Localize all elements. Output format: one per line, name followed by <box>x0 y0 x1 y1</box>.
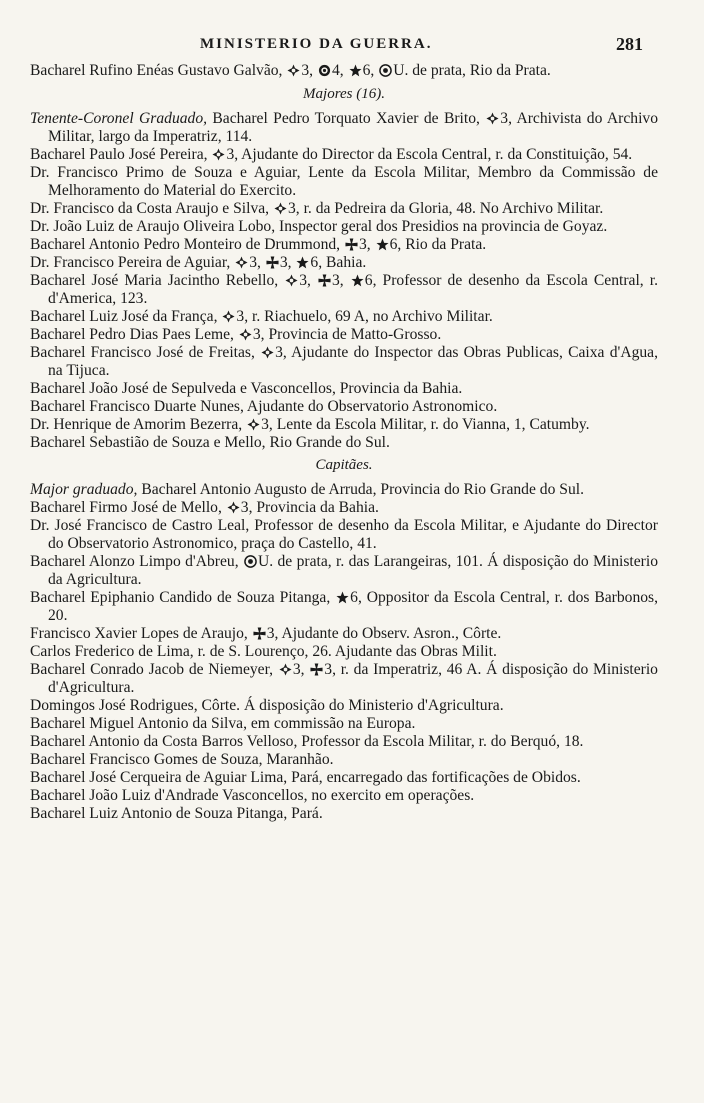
entry-text: Dr. José Francisco de Castro Leal, Professor de desenho da Escola Militar, e Ajudante do Director do Observatorio Astronomico, praça do Castello, 41. <box>30 517 658 552</box>
list-entry <box>30 434 658 452</box>
maltese-cross-icon <box>310 663 323 676</box>
entry-text: U. de prata, r. das Larangeiras, 101. Á disposição do Ministerio da Agricultura. <box>48 553 659 588</box>
entry-text: 3, Ajudante do Director da Escola Central, r. da Constituição, 54. <box>226 146 633 163</box>
entry-text: Bacharel Luiz Antonio de Souza Pitanga, Pará. <box>30 805 323 822</box>
entry-text: Bacharel Luiz José da França, <box>30 308 218 325</box>
entry-text: Bacharel Firmo José de Mello, <box>30 499 222 516</box>
cross-icon <box>285 274 298 287</box>
entry-text: Major graduado, <box>30 481 138 498</box>
entry-text: Bacharel Antonio Augusto de Arruda, Provincia do Rio Grande do Sul. <box>141 481 584 498</box>
page-body <box>30 62 658 823</box>
list-entry <box>30 733 658 751</box>
rose-icon <box>318 64 331 77</box>
entry-text: 3, <box>299 272 311 289</box>
entry-text: Dr. Francisco Pereira de Aguiar, <box>30 254 231 271</box>
entry-text: 3, r. da Imperatriz, 46 A. Á disposição do Ministerio d'Agricultura. <box>48 661 658 696</box>
list-entry <box>30 643 658 661</box>
entry-text: 3, Lente da Escola Militar, r. do Vianna, 1, Catumby. <box>261 416 590 433</box>
cross-icon <box>227 501 240 514</box>
maltese-cross-icon <box>253 627 266 640</box>
entry-text: Bacharel Rufino Enéas Gustavo Galvão, <box>30 62 283 79</box>
star-icon <box>376 238 389 251</box>
cross-icon <box>287 64 300 77</box>
star-icon <box>349 64 362 77</box>
list-entry <box>30 272 658 308</box>
list-entry <box>30 218 658 236</box>
entry-text: Francisco Xavier Lopes de Araujo, <box>30 625 248 642</box>
entry-text: 3, r. da Pedreira da Gloria, 48. No Archivo Militar. <box>287 200 604 217</box>
page-number: 281 <box>616 34 643 54</box>
cross-icon <box>279 663 292 676</box>
entry-text: Bacharel Sebastião de Souza e Mello, Rio Grande do Sul. <box>30 434 390 451</box>
entry-text: Bacharel Francisco José de Freitas, <box>30 344 255 361</box>
entry-text: Bacharel Pedro Torquato Xavier de Brito, <box>212 110 480 127</box>
entry-text: 6, Oppositor da Escola Central, r. dos Barbonos, 20. <box>48 589 658 624</box>
maltese-cross-icon <box>266 256 279 269</box>
section-heading-majores: Majores (16). <box>303 86 385 102</box>
entry-text: 6, Professor de desenho da Escola Central, r. d'America, 123. <box>48 272 658 307</box>
cross-icon <box>261 346 274 359</box>
entry-text: U. de prata, Rio da Prata. <box>393 62 551 79</box>
entry-text: Dr. Henrique de Amorim Bezerra, <box>30 416 243 433</box>
list-entry <box>30 625 658 643</box>
entry-text: Dr. Francisco da Costa Araujo e Silva, <box>30 200 270 217</box>
star-icon <box>296 256 309 269</box>
running-title: MINISTERIO DA GUERRA. <box>200 36 433 52</box>
list-entry <box>30 146 658 164</box>
entry-text: Bacharel Paulo José Pereira, <box>30 146 208 163</box>
list-entry <box>30 110 658 146</box>
entry-text: Tenente-Coronel Graduado, <box>30 110 208 127</box>
list-entry <box>30 62 658 80</box>
list-entry <box>30 398 658 416</box>
list-entry <box>30 715 658 733</box>
entry-text: 6, Bahia. <box>310 254 367 271</box>
entry-text: Domingos José Rodrigues, Côrte. Á disposição do Ministerio d'Agricultura. <box>30 697 504 714</box>
entry-text: 6, Rio da Prata. <box>389 236 487 253</box>
medal-icon <box>379 64 392 77</box>
list-entry <box>30 308 658 326</box>
entry-text: 3, <box>249 254 261 271</box>
entry-text: 3, Archivista do Archivo Militar, largo da Imperatriz, 114. <box>48 110 658 145</box>
list-entry <box>30 236 658 254</box>
cross-icon <box>486 112 499 125</box>
section-heading-capitaes: Capitães. <box>315 457 373 473</box>
list-entry <box>30 553 658 589</box>
list-entry <box>30 481 658 499</box>
entry-text: Bacharel Alonzo Limpo d'Abreu, <box>30 553 239 570</box>
entry-text: Bacharel José Maria Jacintho Rebello, <box>30 272 279 289</box>
star-icon <box>351 274 364 287</box>
list-entry <box>30 805 658 823</box>
list-entry <box>30 787 658 805</box>
entry-text: 3, r. Riachuelo, 69 A, no Archivo Militar. <box>236 308 493 325</box>
list-entry <box>30 697 658 715</box>
cross-icon <box>274 202 287 215</box>
entry-text: 3, Provincia de Matto-Grosso. <box>252 326 442 343</box>
list-entry <box>30 517 658 553</box>
entry-text: Dr. Francisco Primo de Souza e Aguiar, Lente da Escola Militar, Membro da Commissão de Melhoramento do Material do Exercito. <box>30 164 658 199</box>
entry-text: 6, <box>362 62 375 79</box>
list-entry <box>30 416 658 434</box>
entry-text: 3, <box>332 272 344 289</box>
entry-text: Bacharel João José de Sepulveda e Vasconcellos, Provincia da Bahia. <box>30 380 463 397</box>
cross-icon <box>222 310 235 323</box>
entry-text: 3, <box>292 661 305 678</box>
list-entry <box>30 769 658 787</box>
entry-text: 3, <box>301 62 314 79</box>
entry-text: 3, Provincia da Bahia. <box>240 499 379 516</box>
entry-text: 4, <box>331 62 344 79</box>
list-entry <box>30 344 658 380</box>
entry-text: Bacharel Miguel Antonio da Silva, em commissão na Europa. <box>30 715 416 732</box>
maltese-cross-icon <box>318 274 331 287</box>
star-icon <box>336 591 349 604</box>
entry-text: Bacharel Epiphanio Candido de Souza Pitanga, <box>30 589 331 606</box>
list-entry <box>30 499 658 517</box>
list-entry <box>30 589 658 625</box>
entry-text: 3, Ajudante do Inspector das Obras Publicas, Caixa d'Agua, na Tijuca. <box>48 344 658 379</box>
entry-text: Bacharel Antonio Pedro Monteiro de Drummond, <box>30 236 341 253</box>
cross-icon <box>239 328 252 341</box>
cross-icon <box>235 256 248 269</box>
cross-icon <box>247 418 260 431</box>
list-entry <box>30 254 658 272</box>
entry-text: Bacharel Francisco Gomes de Souza, Maranhão. <box>30 751 334 768</box>
entry-text: Carlos Frederico de Lima, r. de S. Lourenço, 26. Ajudante das Obras Milit. <box>30 643 497 660</box>
entry-text: Dr. João Luiz de Araujo Oliveira Lobo, Inspector geral dos Presidios na provincia de Goyaz. <box>30 218 608 235</box>
entry-text: Bacharel João Luiz d'Andrade Vasconcellos, no exercito em operações. <box>30 787 475 804</box>
entry-text: 3, <box>359 236 371 253</box>
page-header <box>0 34 704 62</box>
cross-icon <box>212 148 225 161</box>
entry-text: Bacharel José Cerqueira de Aguiar Lima, Pará, encarregado das fortificações de Obidos. <box>30 769 581 786</box>
list-entry <box>30 200 658 218</box>
entry-text: 3, <box>279 254 292 271</box>
medal-icon <box>244 555 257 568</box>
list-entry <box>30 380 658 398</box>
entry-text: Bacharel Antonio da Costa Barros Velloso, Professor da Escola Militar, r. do Berquó, 18. <box>30 733 584 750</box>
entry-text: Bacharel Pedro Dias Paes Leme, <box>30 326 234 343</box>
list-entry <box>30 164 658 200</box>
entry-text: 3, Ajudante do Observ. Asron., Côrte. <box>266 625 502 642</box>
entry-text: Bacharel Francisco Duarte Nunes, Ajudante do Observatorio Astronomico. <box>30 398 498 415</box>
list-entry <box>30 751 658 769</box>
list-entry <box>30 661 658 697</box>
list-entry <box>30 326 658 344</box>
maltese-cross-icon <box>345 238 358 251</box>
entry-text: Bacharel Conrado Jacob de Niemeyer, <box>30 661 274 678</box>
